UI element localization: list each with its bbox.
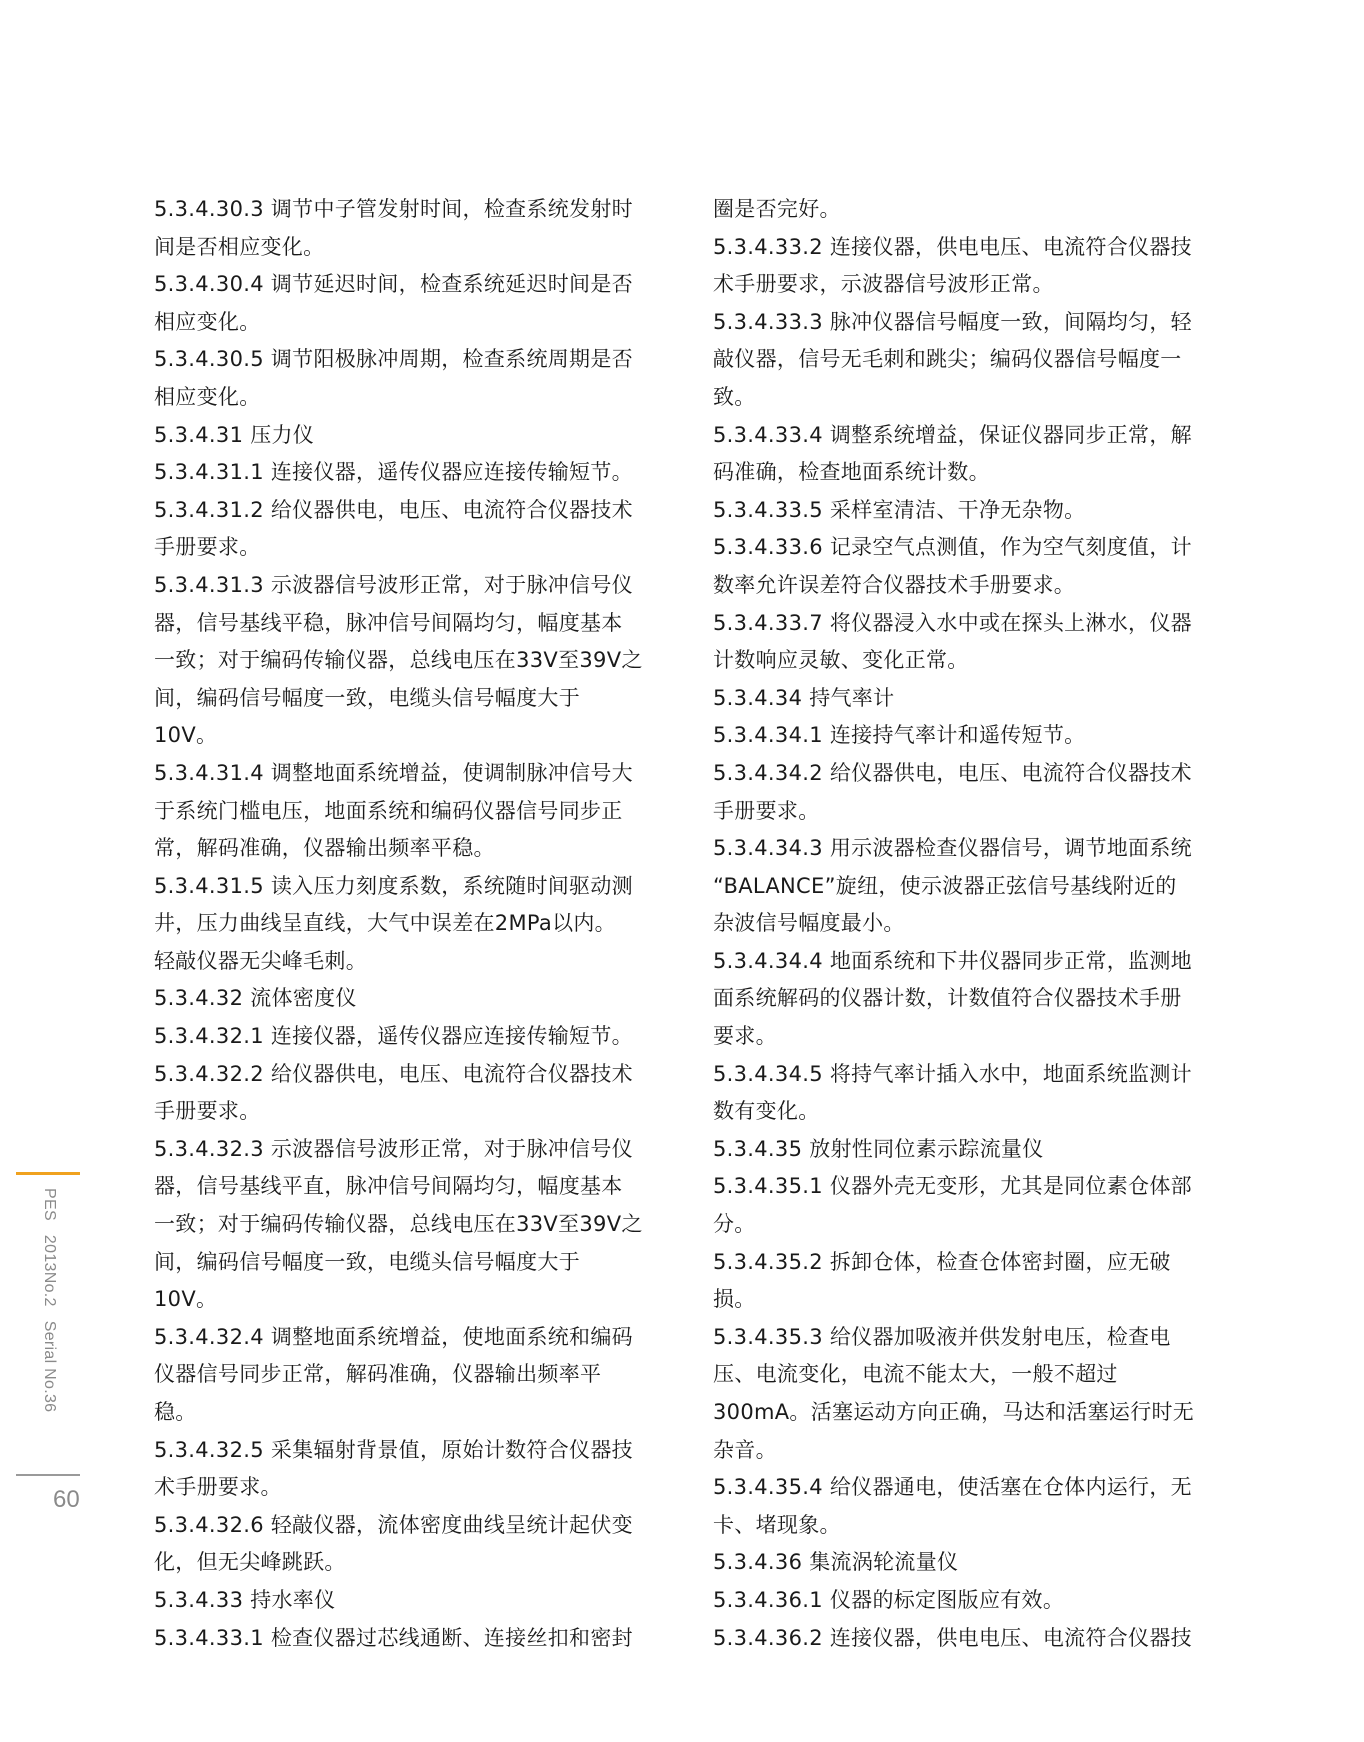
text-line: 手册要求。 xyxy=(154,535,261,560)
journal-info xyxy=(40,1188,58,1426)
text-line: 5.3.4.32.4 调整地面系统增益，使地面系统和编码 xyxy=(154,1324,633,1349)
text-line: 轻敲仪器无尖峰毛刺。 xyxy=(154,948,367,973)
text-line: 杂波信号幅度最小。 xyxy=(713,911,905,936)
text-line: 5.3.4.35.1 仪器外壳无变形，尤其是同位素仓体部 xyxy=(713,1174,1192,1199)
text-line: 5.3.4.34.2 给仪器供电，电压、电流符合仪器技术 xyxy=(713,760,1192,785)
journal-serial: Serial No.36 xyxy=(41,1320,58,1413)
text-line: 5.3.4.32 流体密度仪 xyxy=(154,986,357,1011)
text-line: 5.3.4.34 持气率计 xyxy=(713,685,895,710)
text-line: 卡、堵现象。 xyxy=(713,1512,841,1537)
text-line: 5.3.4.34.3 用示波器检查仪器信号，调节地面系统 xyxy=(713,836,1192,861)
text-line: 5.3.4.33 持水率仪 xyxy=(154,1587,336,1612)
text-line: 于系统门槛电压，地面系统和编码仪器信号同步正 xyxy=(154,798,623,823)
text-line: 码准确，检查地面系统计数。 xyxy=(713,460,990,485)
text-line: 5.3.4.30.5 调节阳极脉冲周期，检查系统周期是否 xyxy=(154,347,633,372)
left-text-column xyxy=(154,191,664,1657)
journal-name: PES xyxy=(41,1188,58,1221)
text-line: 器，信号基线平直，脉冲信号间隔均匀，幅度基本 xyxy=(154,1174,623,1199)
text-line: 圈是否完好。 xyxy=(713,197,841,221)
text-line: 5.3.4.34.4 地面系统和下井仪器同步正常，监测地 xyxy=(713,948,1192,973)
text-line: 5.3.4.33.6 记录空气点测值，作为空气刻度值，计 xyxy=(713,535,1192,560)
text-line: 5.3.4.33.2 连接仪器，供电电压、电流符合仪器技 xyxy=(713,234,1192,259)
text-line: “BALANCE”旋纽，使示波器正弦信号基线附近的 xyxy=(713,873,1177,898)
text-line: 5.3.4.32.5 采集辐射背景值，原始计数符合仪器技 xyxy=(154,1437,633,1462)
page-number: 60 xyxy=(53,1486,80,1513)
text-line: 数有变化。 xyxy=(713,1099,820,1124)
text-line: 5.3.4.32.1 连接仪器，遥传仪器应连接传输短节。 xyxy=(154,1024,633,1049)
journal-issue: 2013No.2 xyxy=(41,1234,58,1307)
text-line: 压、电流变化，电流不能太大，一般不超过 xyxy=(713,1362,1118,1387)
text-line: 要求。 xyxy=(713,1024,777,1049)
text-line: 仪器信号同步正常，解码准确，仪器输出频率平 xyxy=(154,1362,602,1387)
text-line: 5.3.4.36.2 连接仪器，供电电压、电流符合仪器技 xyxy=(713,1625,1192,1650)
text-line: 5.3.4.30.4 调节延迟时间，检查系统延迟时间是否 xyxy=(154,272,633,297)
text-line: 5.3.4.32.3 示波器信号波形正常，对于脉冲信号仪 xyxy=(154,1136,633,1161)
text-line: 5.3.4.35.4 给仪器通电，使活塞在仓体内运行，无 xyxy=(713,1475,1192,1500)
text-line: 5.3.4.33.1 检查仪器过芯线通断、连接丝扣和密封 xyxy=(154,1625,633,1650)
text-line: 5.3.4.32.2 给仪器供电，电压、电流符合仪器技术 xyxy=(154,1061,633,1086)
text-line: 计数响应灵敏、变化正常。 xyxy=(713,648,969,673)
text-line: 一致；对于编码传输仪器，总线电压在33V至39V之 xyxy=(154,648,643,673)
text-line: 10V。 xyxy=(154,1287,218,1312)
text-line: 相应变化。 xyxy=(154,384,261,409)
text-line: 5.3.4.33.3 脉冲仪器信号幅度一致，间隔均匀，轻 xyxy=(713,309,1192,334)
text-line: 5.3.4.35 放射性同位素示踪流量仪 xyxy=(713,1136,1044,1161)
text-line: 化，但无尖峰跳跃。 xyxy=(154,1550,346,1575)
text-line: 300mA。活塞运动方向正确，马达和活塞运行时无 xyxy=(713,1400,1195,1424)
text-line: 间，编码信号幅度一致，电缆头信号幅度大于 xyxy=(154,685,580,710)
text-line: 5.3.4.31.5 读入压力刻度系数，系统随时间驱动测 xyxy=(154,873,633,898)
text-line: 5.3.4.33.7 将仪器浸入水中或在探头上淋水，仪器 xyxy=(713,610,1192,635)
text-line: 器，信号基线平稳，脉冲信号间隔均匀，幅度基本 xyxy=(154,610,623,635)
text-line: 5.3.4.33.5 采样室清洁、干净无杂物。 xyxy=(713,497,1086,522)
text-line: 稳。 xyxy=(154,1400,197,1424)
text-line: 5.3.4.31.2 给仪器供电，电压、电流符合仪器技术 xyxy=(154,497,633,522)
text-line: 5.3.4.31.3 示波器信号波形正常，对于脉冲信号仪 xyxy=(154,572,633,597)
text-line: 术手册要求。 xyxy=(154,1475,282,1500)
text-line: 5.3.4.36.1 仪器的标定图版应有效。 xyxy=(713,1587,1065,1612)
text-line: 5.3.4.31.1 连接仪器，遥传仪器应连接传输短节。 xyxy=(154,460,633,485)
text-line: 相应变化。 xyxy=(154,309,261,334)
text-line: 一致；对于编码传输仪器，总线电压在33V至39V之 xyxy=(154,1212,643,1237)
text-line: 5.3.4.32.6 轻敲仪器，流体密度曲线呈统计起伏变 xyxy=(154,1512,633,1537)
text-line: 井，压力曲线呈直线，大气中误差在2MPa以内。 xyxy=(154,911,616,936)
text-line: 5.3.4.34.5 将持气率计插入水中，地面系统监测计 xyxy=(713,1061,1192,1086)
text-line: 面系统解码的仪器计数，计数值符合仪器技术手册 xyxy=(713,986,1182,1011)
text-line: 5.3.4.33.4 调整系统增益，保证仪器同步正常，解 xyxy=(713,422,1192,447)
text-line: 5.3.4.36 集流涡轮流量仪 xyxy=(713,1550,959,1575)
text-line: 敲仪器，信号无毛刺和跳尖；编码仪器信号幅度一 xyxy=(713,347,1182,372)
text-line: 术手册要求，示波器信号波形正常。 xyxy=(713,272,1054,297)
text-line: 5.3.4.34.1 连接持气率计和遥传短节。 xyxy=(713,723,1086,748)
text-line: 间，编码信号幅度一致，电缆头信号幅度大于 xyxy=(154,1249,580,1274)
text-line: 5.3.4.31 压力仪 xyxy=(154,422,315,447)
text-line: 5.3.4.35.2 拆卸仓体，检查仓体密封圈，应无破 xyxy=(713,1249,1171,1274)
text-line: 数率允许误差符合仪器技术手册要求。 xyxy=(713,572,1076,597)
sidebar-divider-rule xyxy=(16,1474,80,1476)
text-line: 分。 xyxy=(713,1212,756,1237)
text-line: 损。 xyxy=(713,1287,756,1312)
text-line: 手册要求。 xyxy=(154,1099,261,1124)
text-line: 5.3.4.35.3 给仪器加吸液并供发射电压，检查电 xyxy=(713,1324,1171,1349)
sidebar-accent-rule xyxy=(16,1172,80,1175)
text-line: 10V。 xyxy=(154,723,218,748)
text-line: 手册要求。 xyxy=(713,798,820,823)
text-line: 5.3.4.30.3 调节中子管发射时间，检查系统发射时 xyxy=(154,197,633,221)
text-line: 杂音。 xyxy=(713,1437,777,1462)
text-line: 5.3.4.31.4 调整地面系统增益，使调制脉冲信号大 xyxy=(154,760,633,785)
text-line: 间是否相应变化。 xyxy=(154,234,325,259)
text-line: 致。 xyxy=(713,384,756,409)
right-text-column xyxy=(713,191,1228,1657)
text-line: 常，解码准确，仪器输出频率平稳。 xyxy=(154,836,495,861)
